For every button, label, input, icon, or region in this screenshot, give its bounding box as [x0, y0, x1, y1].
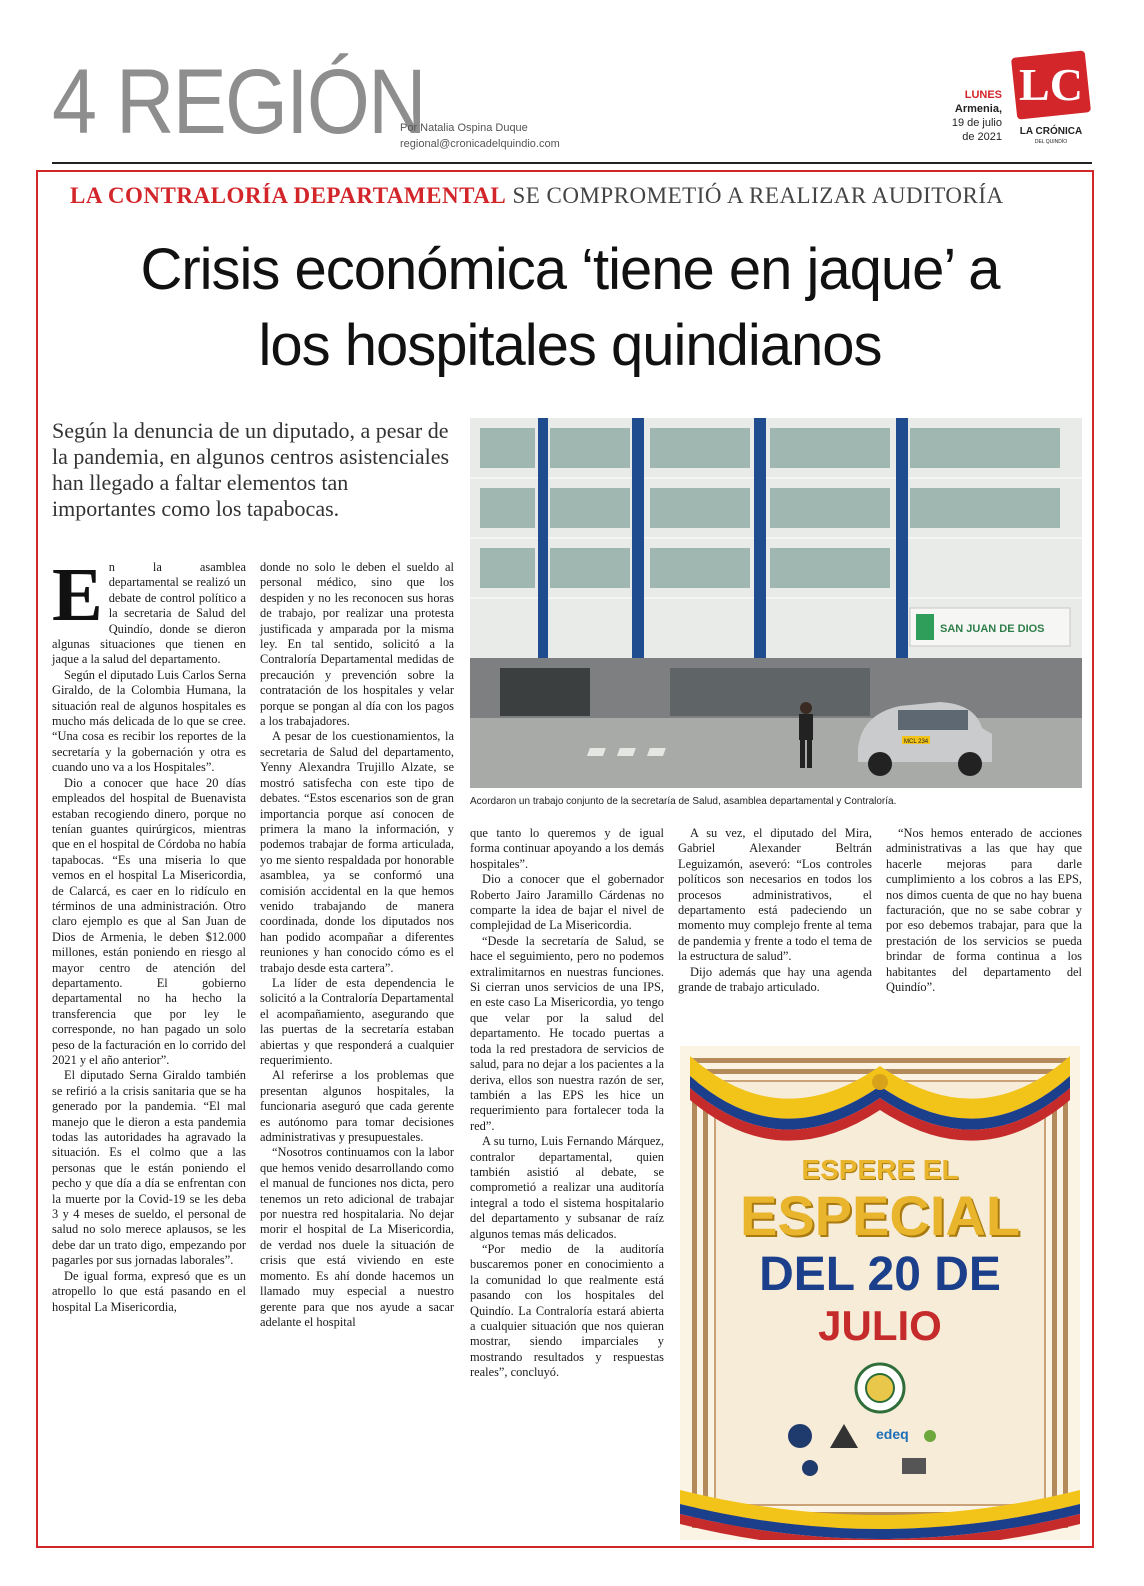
paragraph: Al referirse a los problemas que presentan algunos hospitales, la funcionaria aseguró que cada gerente es autónomo para tomar decisiones administrativas y presupuestales. — [260, 1068, 454, 1145]
paragraph: El diputado Serna Giraldo también se refirió a la crisis sanitaria que se ha generado por la pandemia. “El mal manejo que le dieron a esta pandemia todas las autoridades ha agravado la situación. Es el colmo que a las personas que le están poniendo el pecho y que día a día se enfrentan con la muerte por la Covid-19 se les deba 3 y 4 meses de sueldo, el personal de salud no solo merece aplausos, se les debe dar un trato digo, empezando por pagarles por sus jornadas laborales”. — [52, 1068, 246, 1268]
paragraph: n la asamblea departamental se realizó un debate de control político a la secretaria de Salud del Quindío, donde se dieron algunas situaciones que tienen en jaque a la salud del departamento. — [52, 560, 246, 667]
paragraph: “Por medio de la auditoría buscaremos poner en conocimiento a la comunidad lo que realmente está pasando con los hospitales del Quindío. La Contraloría estará abierta a cualquier situación que nos quieran mostrar, siendo imparciales y mostrando resultados y respuestas reales”, concluyó. — [470, 1241, 664, 1380]
paragraph: A su turno, Luis Fernando Márquez, contralor departamental, quien también asistió al debate, se comprometió a realizar una auditoría integral a todo el sistema hospitalario del departamento y subsanar de raíz algunos temas más delicados. — [470, 1134, 664, 1241]
hospital-photo — [470, 418, 1082, 788]
paragraph: A pesar de los cuestionamientos, la secretaria de Salud del departamento, Yenny Alexandra Trujillo Alzate, se mostró satisfecha con este tipo de debates. “Estos escenarios son de gran importancia porque así conocen de primera la mano la información, y podemos trabajar de forma articulada, yo me siento respaldada por honorable asamblea, ya se conformó una comisión accidental en la que hemos venido trabajando de manera coordinada, donde los diputados nos han podido acompañar a diferentes reuniones y han conocido cómo es el trabajo desde esta cartera”. — [260, 729, 454, 975]
body-column-4 — [678, 826, 872, 1036]
ad-line-2: ESPECIAL — [739, 1184, 1021, 1247]
body-column-3 — [470, 826, 664, 1526]
date-day: LUNES — [964, 89, 1002, 101]
logo-name: LA CRÓNICA — [1019, 126, 1083, 137]
byline — [400, 120, 560, 152]
sponsor-logo-icon — [902, 1458, 926, 1474]
sponsor-edeq: edeq — [876, 1426, 909, 1442]
section-title: 4 REGIÓN — [52, 51, 425, 153]
date-line-2: de 2021 — [962, 131, 1002, 143]
ad-line-1: ESPERE EL — [801, 1154, 959, 1185]
sponsor-logo-icon — [830, 1424, 858, 1448]
ad-seal-icon — [680, 1358, 1080, 1418]
paragraph: Dio a conocer que hace 20 días empleados del hospital de Buenavista estaban recogiendo dinero, porque no tenían guantes quirúrgicos, mientras que en el hospital de Córdoba no había tapabocas. “Es una miseria lo que vemos en el hospital La Misericordia, de Calarcá, es caer en lo ridículo en términos de una administración. Otro claro ejemplo es que al San Juan de Dios de Armenia, le deben $12.000 millones, están poniendo en riesgo al mayor centro de atención del departamento. El gobierno departamental no ha hecho la transferencia que por ley le corresponde, no han pagado un solo peso de la facturación en lo corrido del 2021 y el año anterior”. — [52, 775, 246, 1067]
advertisement[interactable] — [680, 1046, 1080, 1540]
headline-line-2: los hospitales quindianos — [258, 313, 882, 378]
body-column-2 — [260, 560, 454, 1520]
flag-bunting-bottom-icon — [680, 1480, 1080, 1540]
paragraph: “Nos hemos enterado de acciones administrativas a las que hay que hacerle mejoras para darle cumplimiento a los cobros a las EPS, nos dimos cuenta de que no hay buena facturación, que no se sabe cobrar y por eso debemos trabajar, para que la prestación de los servicios se pueda brindar de forma continua a los habitantes del departamento del Quindío”. — [886, 826, 1082, 995]
paragraph: De igual forma, expresó que es un atropello lo que está pasando en el hospital La Misericordia, — [52, 1268, 246, 1314]
car-plate-text: MCL 234 — [904, 739, 929, 745]
date-city: Armenia, — [954, 103, 1002, 115]
ad-line-4: JULIO — [818, 1302, 942, 1349]
paragraph: “Desde la secretaría de Salud, se hace el seguimiento, pero no podemos extralimitarnos en nuestras funciones. Si cierran unos servicios de una IPS, en este caso La Misericordia, yo tengo que velar por la salud del departamento. He tocado puertas a toda la red prestadora de servicios de salud, para no dejar a los pacientes a la deriva, ellos son nuestra razón de ser, también a las EPS les hice un requerimiento para fortalecer toda la red”. — [470, 933, 664, 1133]
paragraph: Dio a conocer que el gobernador Roberto Jairo Jaramillo Cárdenas no comparte la idea de bajar el nivel de complejidad de La Misericordia. — [470, 872, 664, 933]
hospital-sign-text: SAN JUAN DE DIOS — [940, 623, 1045, 635]
date-block — [952, 88, 1002, 144]
sponsor-logo-icon — [802, 1460, 818, 1476]
date-line-1: 19 de julio — [951, 117, 1002, 129]
body-column-1 — [52, 553, 246, 1520]
byline-author: Por Natalia Ospina Duque — [400, 122, 528, 134]
byline-email[interactable]: regional@cronicadelquindio.com — [400, 138, 560, 150]
logo-letters: LC — [1019, 59, 1083, 110]
kicker — [70, 182, 1070, 210]
masthead — [52, 48, 1092, 160]
paragraph: La líder de esta dependencia le solicitó a la Contraloría Departamental el acompañamiento, asegurando que las puertas de la secretaría estaban abiertas y que responderá a cualquier requerimiento. — [260, 975, 454, 1067]
headline-line-1: Crisis económica ‘tiene en jaque’ a — [140, 237, 1000, 302]
masthead-rule — [52, 162, 1092, 164]
sponsor-logo-icon — [924, 1430, 936, 1442]
logo-sub: DEL QUINDÍO — [1034, 139, 1068, 145]
paragraph: A su vez, el diputado del Mira, Gabriel Alexander Beltrán Leguizamón, aseveró: “Los controles políticos son necesarios en todos los procesos administrativos, el departamento está padeciendo un momento muy complejo frente al tema de pandemia y frente a todo el tema de la estructura de salud”. — [678, 826, 872, 964]
flag-bunting-top-icon — [680, 1046, 1080, 1156]
newspaper-logo — [1010, 54, 1092, 154]
paragraph: que tanto lo queremos y de igual forma continuar apoyando a los demás hospitales”. — [470, 826, 664, 871]
paragraph: Dijo además que hay una agenda grande de trabajo articulado. — [678, 964, 872, 995]
body-column-5 — [886, 826, 1082, 1036]
paragraph: “Nosotros continuamos con la labor que hemos venido desarrollando como el manual de funciones nos dicta, pero tenemos un reto adicional de trabajar por nuestra red hospitalaria. No dejar morir el hospital de La Misericordia, de verdad nos duele la situación de crisis que está viviendo en este momento. Es ahí donde hacemos un llamado muy especial a nuestro gerente para que nos ayude a sacar adelante el hospital — [260, 1145, 454, 1329]
kicker-red: LA CONTRALORÍA DEPARTAMENTAL — [70, 183, 507, 208]
kicker-gray: SE COMPROMETIÓ A REALIZAR AUDITORÍA — [512, 183, 1004, 208]
hospital-photo-illustration — [470, 418, 1082, 788]
paragraph: Según el diputado Luis Carlos Serna Giraldo, de la Colombia Humana, la situación real de algunos hospitales es mucho más delicada de lo que se cree. “Una cosa es recibir los reportes de la secretaría y la gobernación y otra es cuando uno va a los Hospitales”. — [52, 667, 246, 775]
paragraph: donde no solo le deben el sueldo al personal médico, sino que los despiden y no les reconocen sus horas de trabajo, por realizar una protesta justificada y amparada por la misma ley. En tal sentido, solicitó a la Contraloría Departamental medidas de precaución y prevención sobre la contratación de los hospitales y velar porque se pongan al día con los pagos a los trabajadores. — [260, 560, 454, 729]
ad-line-3: DEL 20 DE — [759, 1248, 1001, 1301]
dropcap: E — [52, 553, 103, 637]
headline — [60, 232, 1080, 384]
sponsor-logo-icon — [788, 1424, 812, 1448]
deck: Según la denuncia de un diputado, a pesar de la pandemia, en algunos centros asistenciales han llegado a faltar elementos tan importantes como los tapabocas. — [52, 418, 450, 521]
photo-caption: Acordaron un trabajo conjunto de la secretaría de Salud, asamblea departamental y Contraloría. — [470, 796, 897, 807]
